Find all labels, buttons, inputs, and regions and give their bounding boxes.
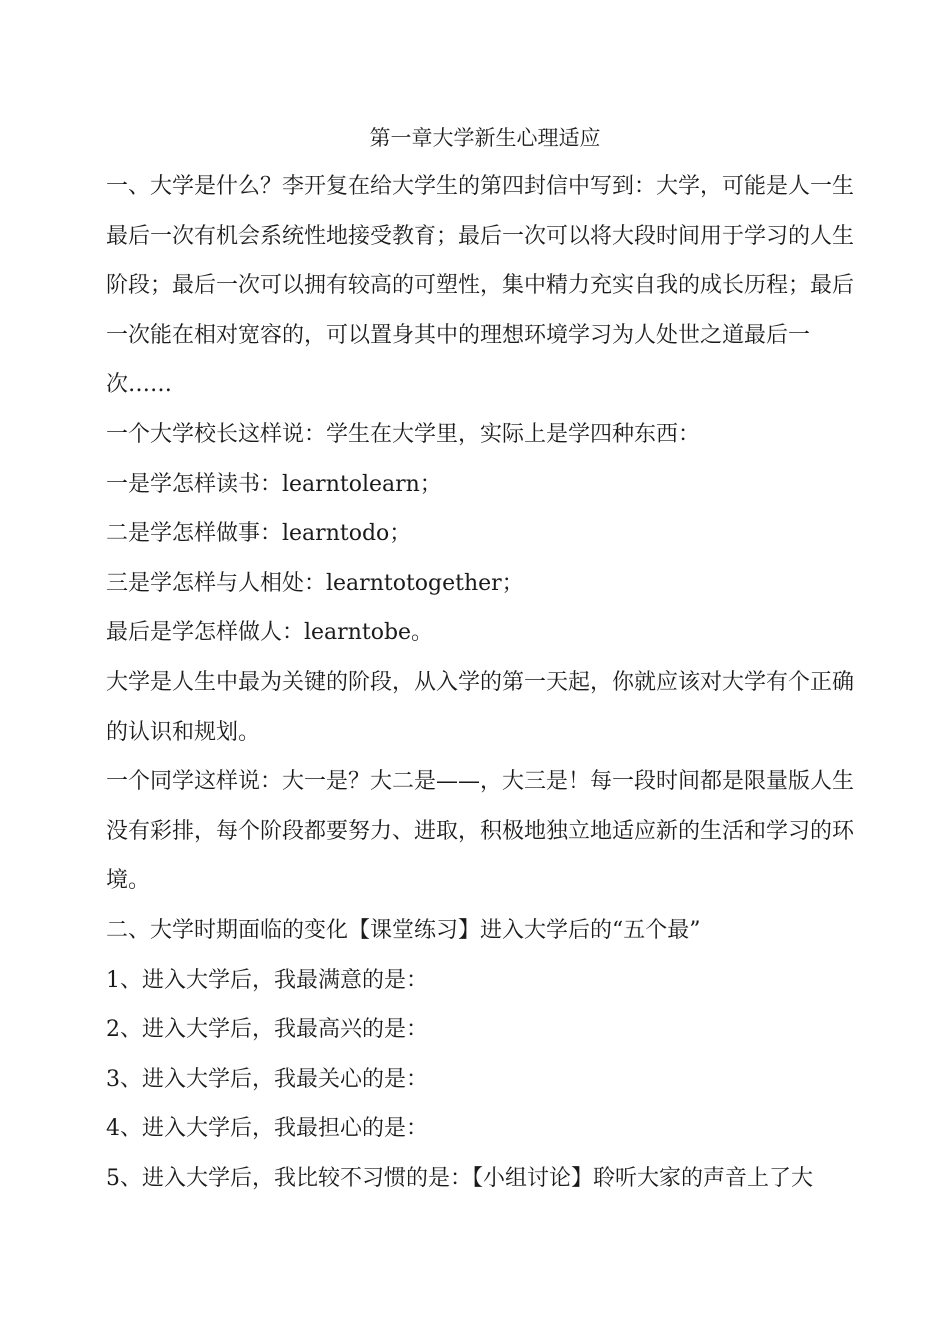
chapter-title: 第一章大学新生心理适应 (369, 126, 601, 150)
section-heading-changes: 二、大学时期面临的变化【课堂练习】进入大学后的“五个最” (106, 917, 701, 943)
list-item-most-satisfied: 1、进入大学后，我最满意的是： (106, 967, 428, 993)
paragraph-president-quote: 一个大学校长这样说：学生在大学里，实际上是学四种东西： (106, 421, 701, 447)
list-item-learn-together: 三是学怎样与人相处：learntotogether； (106, 570, 524, 596)
list-item-learn-to-do: 二是学怎样做事：learntodo； (106, 521, 412, 547)
paragraph-key-stage: 大学是人生中最为关键的阶段，从入学的第一天起，你就应该对大学有个正确的认识和规划。 (106, 669, 855, 745)
paragraph-what-is-university: 一、大学是什么？李开复在给大学生的第四封信中写到：大学，可能是人一生最后一次有机会系统性地接受教育；最后一次可以将大段时间用于学习的人生阶段；最后一次可以拥有较高的可塑性，集中精力充实自我的成长历程；最后一次能在相对宽容的，可以置身其中的理想环境学习为人处世之道最后一次…… (106, 174, 855, 398)
list-item-learn-to-be: 最后是学怎样做人：learntobe。 (106, 620, 434, 646)
paragraph-student-quote: 一个同学这样说：大一是？大二是——，大三是！每一段时间都是限量版人生没有彩排，每个阶段都要努力、进取，积极地独立地适应新的生活和学习的环境。 (106, 769, 855, 894)
list-item-most-happy: 2、进入大学后，我最高兴的是： (106, 1017, 428, 1043)
list-item-learn-to-learn: 一是学怎样读书：learntolearn； (106, 471, 442, 497)
list-item-not-used-to: 5、进入大学后，我比较不习惯的是：【小组讨论】聆听大家的声音上了大 (106, 1165, 813, 1191)
list-item-most-worried: 4、进入大学后，我最担心的是： (106, 1116, 428, 1142)
list-item-most-concerned: 3、进入大学后，我最关心的是： (106, 1066, 428, 1092)
